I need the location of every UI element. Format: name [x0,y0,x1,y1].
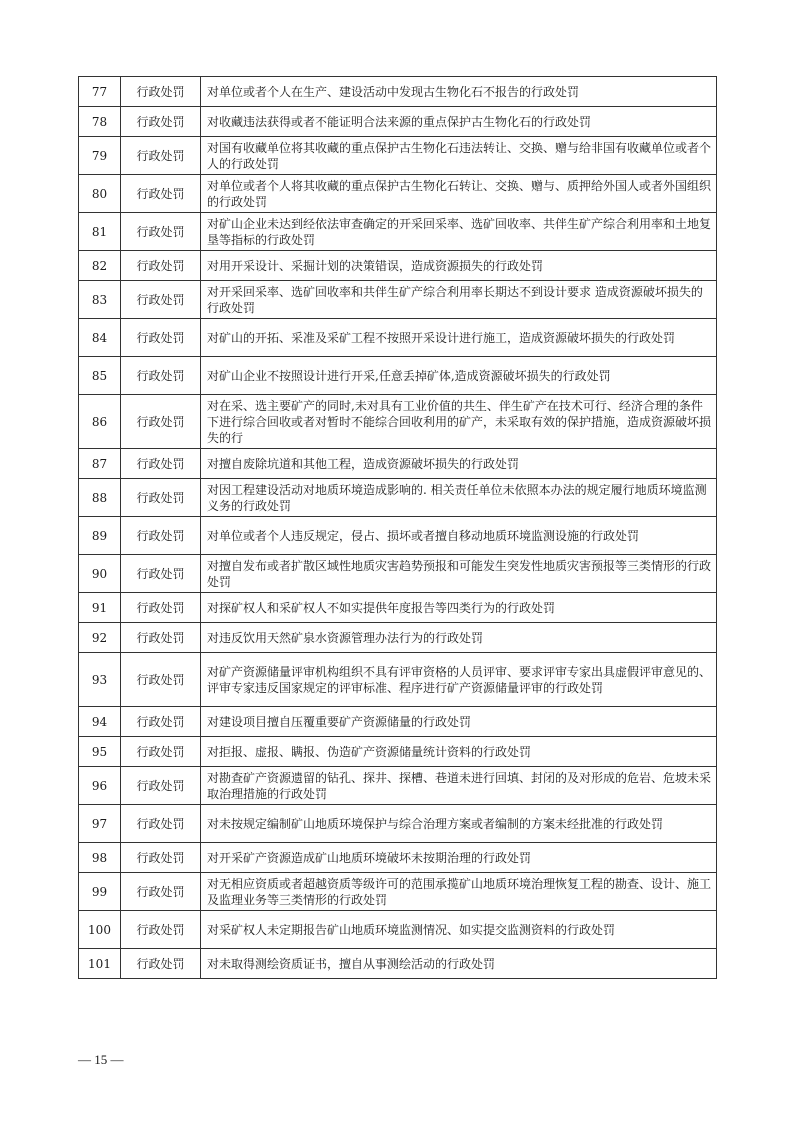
table-body [79,77,717,979]
row-description: 对未取得测绘资质证书，擅自从事测绘活动的行政处罚 [201,949,717,979]
table-row [79,77,717,107]
table-row [79,911,717,949]
row-description: 对因工程建设活动对地质环境造成影响的. 相关责任单位未依照本办法的规定履行地质环境监测义务的行政处罚 [201,479,717,517]
row-category: 行政处罚 [121,805,201,843]
row-description: 对收藏违法获得或者不能证明合法来源的重点保护古生物化石的行政处罚 [201,107,717,137]
row-category: 行政处罚 [121,77,201,107]
table-row [79,107,717,137]
row-number: 89 [79,517,121,555]
row-category: 行政处罚 [121,251,201,281]
table-row [79,593,717,623]
row-number: 78 [79,107,121,137]
row-number: 84 [79,319,121,357]
row-number: 81 [79,213,121,251]
table-row [79,281,717,319]
row-number: 96 [79,767,121,805]
row-number: 93 [79,653,121,707]
row-description: 对单位或者个人违反规定，侵占、损坏或者擅自移动地质环境监测设施的行政处罚 [201,517,717,555]
row-category: 行政处罚 [121,767,201,805]
table-row [79,653,717,707]
row-number: 98 [79,843,121,873]
row-number: 95 [79,737,121,767]
table-row [79,707,717,737]
row-category: 行政处罚 [121,357,201,395]
row-number: 92 [79,623,121,653]
row-description: 对矿山的开拓、采准及采矿工程不按照开采设计进行施工，造成资源破坏损失的行政处罚 [201,319,717,357]
table-row [79,251,717,281]
table-row [79,357,717,395]
row-number: 91 [79,593,121,623]
row-description: 对国有收藏单位将其收藏的重点保护古生物化石违法转让、交换、赠与给非国有收藏单位或者个人的行政处罚 [201,137,717,175]
row-description: 对矿山企业未达到经依法审查确定的开采回采率、选矿回收率、共伴生矿产综合利用率和土地复垦等指标的行政处罚 [201,213,717,251]
row-category: 行政处罚 [121,175,201,213]
table-row [79,949,717,979]
penalty-table [78,76,717,979]
table-row [79,555,717,593]
row-category: 行政处罚 [121,737,201,767]
row-number: 77 [79,77,121,107]
table-row [79,737,717,767]
table-row [79,137,717,175]
row-category: 行政处罚 [121,479,201,517]
table-row [79,479,717,517]
row-number: 90 [79,555,121,593]
row-category: 行政处罚 [121,593,201,623]
table-row [79,213,717,251]
row-category: 行政处罚 [121,213,201,251]
row-number: 85 [79,357,121,395]
row-number: 100 [79,911,121,949]
row-category: 行政处罚 [121,873,201,911]
row-number: 97 [79,805,121,843]
row-description: 对开采回采率、选矿回收率和共伴生矿产综合利用率长期达不到设计要求 造成资源破坏损失的行政处罚 [201,281,717,319]
table-row [79,449,717,479]
row-number: 86 [79,395,121,449]
row-number: 88 [79,479,121,517]
row-description: 对用开采设计、采掘计划的决策错误，造成资源损失的行政处罚 [201,251,717,281]
row-description: 对无相应资质或者超越资质等级许可的范围承揽矿山地质环境治理恢复工程的勘查、设计、施工及监理业务等三类情形的行政处罚 [201,873,717,911]
row-category: 行政处罚 [121,911,201,949]
row-number: 79 [79,137,121,175]
row-category: 行政处罚 [121,137,201,175]
row-category: 行政处罚 [121,517,201,555]
row-description: 对矿山企业不按照设计进行开采,任意丢掉矿体,造成资源破坏损失的行政处罚 [201,357,717,395]
row-description: 对矿产资源储量评审机构组织不具有评审资格的人员评审、要求评审专家出具虚假评审意见的、评审专家违反国家规定的评审标准、程序进行矿产资源储量评审的行政处罚 [201,653,717,707]
row-description: 对探矿权人和采矿权人不如实提供年度报告等四类行为的行政处罚 [201,593,717,623]
row-description: 对开采矿产资源造成矿山地质环境破坏未按期治理的行政处罚 [201,843,717,873]
table-row [79,395,717,449]
row-category: 行政处罚 [121,449,201,479]
row-number: 82 [79,251,121,281]
row-description: 对拒报、虚报、瞒报、伪造矿产资源储量统计资料的行政处罚 [201,737,717,767]
row-category: 行政处罚 [121,319,201,357]
row-description: 对采矿权人未定期报告矿山地质环境监测情况、如实提交监测资料的行政处罚 [201,911,717,949]
row-description: 对擅自发布或者扩散区域性地质灾害趋势预报和可能发生突发性地质灾害预报等三类情形的行政处罚 [201,555,717,593]
row-description: 对擅自废除坑道和其他工程，造成资源破坏损失的行政处罚 [201,449,717,479]
row-category: 行政处罚 [121,843,201,873]
table-row [79,873,717,911]
row-number: 87 [79,449,121,479]
table-row [79,175,717,213]
row-description: 对未按规定编制矿山地质环境保护与综合治理方案或者编制的方案未经批准的行政处罚 [201,805,717,843]
table-row [79,767,717,805]
row-category: 行政处罚 [121,707,201,737]
row-description: 对单位或者个人将其收藏的重点保护古生物化石转让、交换、赠与、质押给外国人或者外国组织的行政处罚 [201,175,717,213]
row-description: 对违反饮用天然矿泉水资源管理办法行为的行政处罚 [201,623,717,653]
table-row [79,319,717,357]
row-number: 94 [79,707,121,737]
row-number: 101 [79,949,121,979]
table-row [79,843,717,873]
table-row [79,623,717,653]
row-category: 行政处罚 [121,107,201,137]
row-category: 行政处罚 [121,281,201,319]
table-row [79,805,717,843]
row-description: 对勘查矿产资源遗留的钻孔、探井、探槽、巷道未进行回填、封闭的及对形成的危岩、危坡未采取治理措施的行政处罚 [201,767,717,805]
row-description: 对建设项目擅自压覆重要矿产资源储量的行政处罚 [201,707,717,737]
table-row [79,517,717,555]
row-number: 83 [79,281,121,319]
page-number: — 15 — [78,1052,124,1067]
row-category: 行政处罚 [121,555,201,593]
row-number: 99 [79,873,121,911]
row-description: 对单位或者个人在生产、建设活动中发现古生物化石不报告的行政处罚 [201,77,717,107]
row-category: 行政处罚 [121,395,201,449]
row-category: 行政处罚 [121,949,201,979]
row-category: 行政处罚 [121,653,201,707]
row-number: 80 [79,175,121,213]
row-category: 行政处罚 [121,623,201,653]
row-description: 对在采、选主要矿产的同时,未对具有工业价值的共生、伴生矿产在技术可行、经济合理的条件下进行综合回收或者对暂时不能综合回收利用的矿产，未采取有效的保护措施，造成资源破坏损失的行 [201,395,717,449]
